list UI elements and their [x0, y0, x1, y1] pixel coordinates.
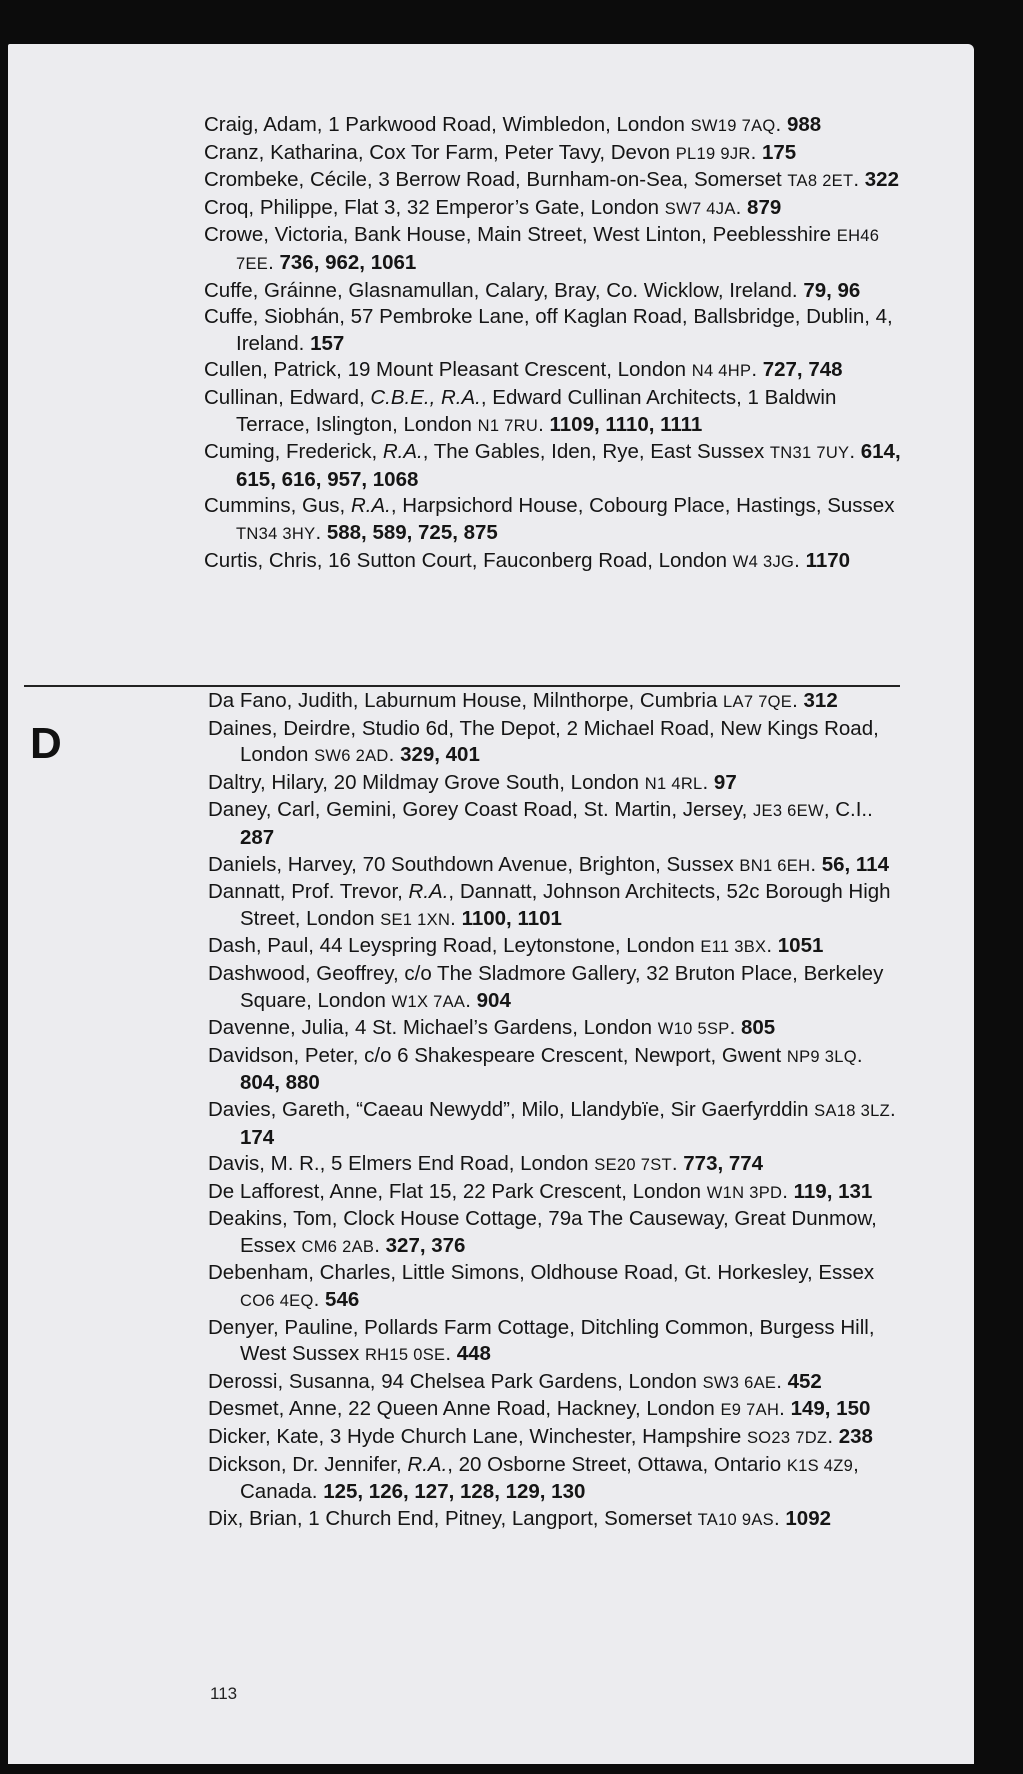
- entry-name: Cullen, Patrick,: [204, 358, 348, 382]
- entry-postcode: W1X 7AA: [391, 992, 466, 1011]
- entry-address: , Dannatt, Johnson Architects, 52c Borough High Street, London: [240, 880, 891, 930]
- entry-punct: .: [849, 440, 861, 464]
- entry-punct: .: [268, 250, 280, 274]
- entry-pages: 327, 376: [385, 1233, 466, 1257]
- index-entry: [208, 1369, 908, 1397]
- entry-pages: 588, 589, 725, 875: [326, 520, 498, 544]
- entry-punct: .: [445, 1342, 457, 1366]
- entry-title: R.A.: [382, 440, 423, 464]
- entry-postcode: SA18 3LZ: [814, 1101, 890, 1120]
- index-entry: [208, 1151, 908, 1179]
- entry-punct: .: [374, 1233, 386, 1257]
- entry-address: Glasnamullan, Calary, Bray, Co. Wicklow, Ireland.: [348, 278, 798, 302]
- entry-name: Dickson, Dr. Jennifer,: [208, 1452, 408, 1476]
- index-entry: [208, 797, 908, 851]
- entry-punct: .: [388, 743, 401, 767]
- entry-name: Dash, Paul,: [208, 934, 320, 958]
- entry-name: Daines, Deirdre,: [208, 716, 362, 740]
- section-letter: D: [30, 719, 62, 768]
- entry-name: Dix, Brian,: [208, 1506, 309, 1530]
- index-entry: [204, 278, 910, 305]
- entry-pages: 119, 131: [793, 1179, 873, 1203]
- entry-title: R.A.: [408, 880, 449, 904]
- entry-pages: 149, 150: [790, 1397, 871, 1421]
- entry-address: Laburnum House, Milnthorpe, Cumbria: [364, 689, 724, 712]
- entry-postcode: W10 5SP: [657, 1020, 730, 1039]
- entry-name: Crombeke, Cécile,: [204, 168, 379, 192]
- entry-pages: 1051: [777, 934, 824, 958]
- entry-pages: 804, 880: [240, 1071, 320, 1095]
- entry-postcode: K1S 4Z9: [786, 1456, 854, 1475]
- index-entry: [208, 716, 908, 770]
- entry-pages: 773, 774: [683, 1152, 764, 1176]
- entry-punct: .: [792, 689, 804, 712]
- book-page: [8, 44, 974, 1764]
- entry-address: 1 Parkwood Road, Wimbledon, London: [328, 113, 691, 136]
- index-entry: [204, 439, 910, 493]
- index-entry: [208, 1179, 908, 1207]
- entry-postcode: SW19 7AQ: [690, 117, 776, 135]
- entry-pages: 448: [456, 1342, 491, 1366]
- index-entry: [204, 112, 910, 140]
- entry-address: 94 Chelsea Park Gardens, London: [381, 1369, 703, 1393]
- entry-punct: .: [776, 1369, 788, 1393]
- index-entry: [204, 548, 910, 576]
- entry-name: Cullinan, Edward,: [204, 385, 371, 409]
- entry-punct: .: [766, 934, 778, 958]
- entry-postcode: SE20 7ST: [594, 1156, 672, 1175]
- entry-postcode: TA10 9AS: [697, 1510, 774, 1529]
- entry-punct: .: [856, 1043, 863, 1067]
- entry-punct: .: [465, 988, 477, 1012]
- entry-pages: 157: [310, 331, 345, 355]
- entry-name: Crowe, Victoria,: [204, 223, 355, 247]
- entry-postcode: SW7 4JA: [664, 199, 736, 218]
- entry-punct: .: [450, 906, 462, 930]
- entry-address: Cox Tor Farm, Peter Tavy, Devon: [369, 140, 676, 164]
- index-entry: [204, 140, 910, 168]
- entry-punct: .: [810, 852, 822, 876]
- entry-address: 3 Berrow Road, Burnham-on-Sea, Somerset: [378, 168, 788, 192]
- entry-address: 3 Hyde Church Lane, Winchester, Hampshire: [329, 1425, 747, 1449]
- entry-postcode: SO23 7DZ: [746, 1429, 828, 1448]
- entry-name: Croq, Philippe,: [204, 195, 345, 219]
- entry-postcode: N1 4RL: [644, 774, 703, 793]
- entry-address: Flat 3, 32 Emperor’s Gate, London: [344, 195, 665, 219]
- entry-punct: .: [671, 1152, 684, 1176]
- entry-postcode: NP9 3LQ: [786, 1047, 857, 1066]
- entry-name: Dannatt, Prof. Trevor,: [208, 880, 409, 904]
- entry-name: Davenne, Julia,: [208, 1016, 356, 1040]
- entry-address: Gemini, Gorey Coast Road, St. Martin, Jersey,: [326, 798, 753, 822]
- entry-name: Craig, Adam,: [204, 113, 329, 136]
- entry-name: Cuming, Frederick,: [204, 440, 383, 464]
- entry-address: 1 Church End, Pitney, Langport, Somerset: [308, 1506, 698, 1530]
- entry-address: 19 Mount Pleasant Crescent, London: [347, 358, 692, 382]
- entry-pages: 546: [325, 1288, 360, 1312]
- entry-punct: .: [751, 358, 763, 382]
- index-entry: [208, 1424, 908, 1452]
- entry-name: Cummins, Gus,: [204, 494, 351, 518]
- entry-pages: 1109, 1110, 1111: [549, 412, 703, 436]
- index-entry: [208, 1315, 908, 1369]
- entry-pages: 174: [240, 1125, 275, 1149]
- entry-pages: 287: [240, 825, 275, 849]
- entry-postcode: CM6 2AB: [301, 1237, 375, 1256]
- index-entry: [208, 1043, 908, 1097]
- index-entry: [208, 1097, 908, 1151]
- entry-punct: .: [779, 1397, 791, 1421]
- index-entry: [204, 385, 910, 439]
- entry-punct: .: [750, 140, 762, 164]
- entry-name: Cuffe, Gráinne,: [204, 278, 349, 302]
- entry-pages: 1170: [805, 548, 851, 572]
- index-entry: [208, 852, 908, 880]
- entry-postcode: E11 3BX: [700, 938, 767, 957]
- entry-pages: 736, 962, 1061: [279, 250, 417, 274]
- entry-name: Desmet, Anne,: [208, 1397, 349, 1421]
- entry-address: , 20 Osborne Street, Ottawa, Ontario: [447, 1452, 787, 1476]
- entry-punct: .: [773, 1506, 786, 1530]
- index-entry: [208, 1506, 908, 1534]
- entry-postcode: CO6 4EQ: [240, 1292, 314, 1311]
- entry-postcode: TN31 7UY: [769, 444, 850, 463]
- entry-postcode: W4 3JG: [732, 552, 795, 571]
- entry-pages: 614, 615, 616, 957, 1068: [236, 440, 901, 491]
- entry-postcode: BN1 6EH: [739, 856, 811, 875]
- entry-name: Debenham, Charles,: [208, 1261, 402, 1285]
- section-divider: [24, 685, 900, 687]
- entry-pages: 727, 748: [762, 358, 843, 382]
- entry-punct: .: [538, 412, 550, 436]
- entry-postcode: N4 4HP: [691, 362, 752, 381]
- entry-pages: 988: [786, 113, 822, 136]
- index-entry: [208, 933, 908, 961]
- entry-punct: .: [794, 548, 806, 572]
- entry-name: Daney, Carl,: [208, 798, 327, 822]
- entry-pages: 238: [838, 1425, 873, 1449]
- entry-postcode: N1 7RU: [477, 416, 539, 435]
- entry-address: 57 Pembroke Lane, off Kaglan Road, Ballsbridge, Dublin, 4, Ireland.: [236, 305, 893, 355]
- index-entry: [208, 879, 908, 933]
- entry-punct: .: [775, 113, 787, 136]
- entry-name: Derossi, Susanna,: [208, 1369, 382, 1393]
- entry-punct: .: [827, 1425, 839, 1449]
- entry-postcode: EH46 7EE: [236, 227, 880, 273]
- entry-address: Bank House, Main Street, West Linton, Peeblesshire: [354, 223, 837, 247]
- entry-address: 16 Sutton Court, Fauconberg Road, London: [328, 548, 733, 572]
- entry-punct: .: [729, 1016, 741, 1040]
- entry-address: , The Gables, Iden, Rye, East Sussex: [422, 440, 770, 464]
- d-entries-section: [208, 688, 908, 1533]
- entry-title: R.A.: [407, 1452, 448, 1476]
- entry-pages: 1100, 1101: [461, 906, 562, 930]
- index-entry: [208, 1452, 908, 1506]
- entry-pages: 452: [787, 1369, 822, 1393]
- index-entry: [208, 688, 908, 716]
- entry-pages: 79, 96: [803, 278, 861, 302]
- index-entry: [208, 961, 908, 1015]
- entry-name: Curtis, Chris,: [204, 548, 329, 572]
- entry-name: Davidson, Peter,: [208, 1043, 365, 1067]
- entry-pages: 805: [740, 1016, 776, 1040]
- entry-postcode: SW3 6AE: [702, 1373, 777, 1392]
- entry-name: De Lafforest, Anne,: [208, 1179, 389, 1203]
- entry-address: Pollards Farm Cottage, Ditchling Common, Burgess Hill, West Sussex: [240, 1315, 875, 1366]
- entry-address: c/o The Sladmore Gallery, 32 Bruton Place, Berkeley Square, London: [240, 961, 884, 1012]
- entry-address: “Caeau Newydd”, Milo, Llandybïe, Sir Gaerfyrddin: [356, 1097, 815, 1121]
- entry-postcode: SE1 1XN: [380, 910, 451, 929]
- entry-address: 44 Leyspring Road, Leytonstone, London: [319, 934, 701, 958]
- entry-address: Little Simons, Oldhouse Road, Gt. Horkesley, Essex: [401, 1261, 875, 1285]
- entry-punct: .: [313, 1288, 326, 1312]
- entry-punct: , Canada.: [240, 1452, 859, 1504]
- index-entry: [208, 770, 908, 798]
- index-entry: [204, 493, 910, 547]
- index-entry: [208, 1396, 908, 1424]
- index-entry: [204, 222, 910, 277]
- entry-address: Clock House Cottage, 79a The Causeway, Great Dunmow, Essex: [240, 1207, 877, 1257]
- entry-pages: 56, 114: [821, 852, 889, 876]
- entry-postcode: W1N 3PD: [706, 1183, 783, 1202]
- entry-name: Davis, M. R.,: [208, 1152, 332, 1176]
- entry-title: R.A.: [350, 494, 391, 518]
- entry-punct: .: [702, 770, 714, 794]
- entry-name: Daltry, Hilary,: [208, 770, 334, 794]
- entry-postcode: SW6 2AD: [314, 747, 389, 766]
- entry-address: 70 Southdown Avenue, Brighton, Sussex: [362, 852, 740, 876]
- entry-postcode: PL19 9JR: [675, 144, 751, 163]
- entry-punct: .: [782, 1179, 794, 1203]
- entry-pages: 904: [476, 988, 511, 1012]
- entry-title: C.B.E., R.A.: [370, 385, 481, 409]
- index-entry: [204, 304, 910, 357]
- entry-pages: 329, 401: [400, 743, 480, 767]
- entry-name: Dashwood, Geoffrey,: [208, 961, 405, 985]
- entry-name: Dicker, Kate,: [208, 1425, 330, 1449]
- entry-name: Da Fano, Judith,: [208, 689, 365, 712]
- entry-postcode: RH15 0SE: [364, 1346, 446, 1365]
- entry-pages: 125, 126, 127, 128, 129, 130: [323, 1480, 586, 1504]
- entry-postcode: JE3 6EW: [752, 802, 824, 821]
- entry-name: Denyer, Pauline,: [208, 1315, 365, 1339]
- page-number: 113: [210, 1684, 238, 1703]
- entry-postcode: E9 7AH: [720, 1401, 780, 1420]
- entry-punct: .: [315, 520, 327, 544]
- entry-pages: 312: [803, 689, 838, 712]
- entry-pages: 1092: [785, 1506, 831, 1530]
- entry-pages: 175: [762, 140, 797, 164]
- index-entry: [208, 1260, 908, 1314]
- entry-address: 4 St. Michael’s Gardens, London: [355, 1016, 658, 1040]
- entry-name: Davies, Gareth,: [208, 1097, 357, 1121]
- entry-address: , Edward Cullinan Architects, 1 Baldwin Terrace, Islington, London: [236, 385, 837, 436]
- entry-punct: .: [889, 1097, 896, 1121]
- entry-address: 20 Mildmay Grove South, London: [333, 770, 645, 794]
- index-entry: [208, 1206, 908, 1260]
- entry-address: Studio 6d, The Depot, 2 Michael Road, New Kings Road, London: [240, 716, 879, 767]
- entry-address: c/o 6 Shakespeare Crescent, Newport, Gwent: [364, 1043, 787, 1067]
- entry-pages: 879: [747, 195, 782, 219]
- index-entry: [204, 357, 910, 385]
- c-entries-section: [204, 112, 910, 575]
- index-entry: [204, 195, 910, 223]
- entry-address: , Harpsichord House, Cobourg Place, Hastings, Sussex: [390, 494, 895, 518]
- entry-punct: .: [735, 195, 748, 219]
- index-entry: [208, 1015, 908, 1043]
- entry-name: Cranz, Katharina,: [204, 140, 370, 164]
- entry-punct: .: [853, 168, 865, 192]
- entry-address: Flat 15, 22 Park Crescent, London: [388, 1179, 707, 1203]
- entry-postcode: TA8 2ET: [787, 172, 854, 191]
- entry-postcode: TN34 3HY: [236, 524, 316, 543]
- entry-address: 5 Elmers End Road, London: [331, 1152, 595, 1176]
- entry-address: 22 Queen Anne Road, Hackney, London: [348, 1397, 721, 1421]
- index-entry: [204, 167, 910, 195]
- entry-name: Daniels, Harvey,: [208, 852, 363, 876]
- entry-name: Cuffe, Siobhán,: [204, 305, 351, 329]
- entry-postcode: LA7 7QE: [723, 693, 793, 711]
- entry-pages: 322: [864, 168, 899, 192]
- entry-pages: 97: [713, 770, 737, 794]
- entry-name: Deakins, Tom,: [208, 1207, 344, 1231]
- entry-punct: , C.I..: [823, 798, 873, 822]
